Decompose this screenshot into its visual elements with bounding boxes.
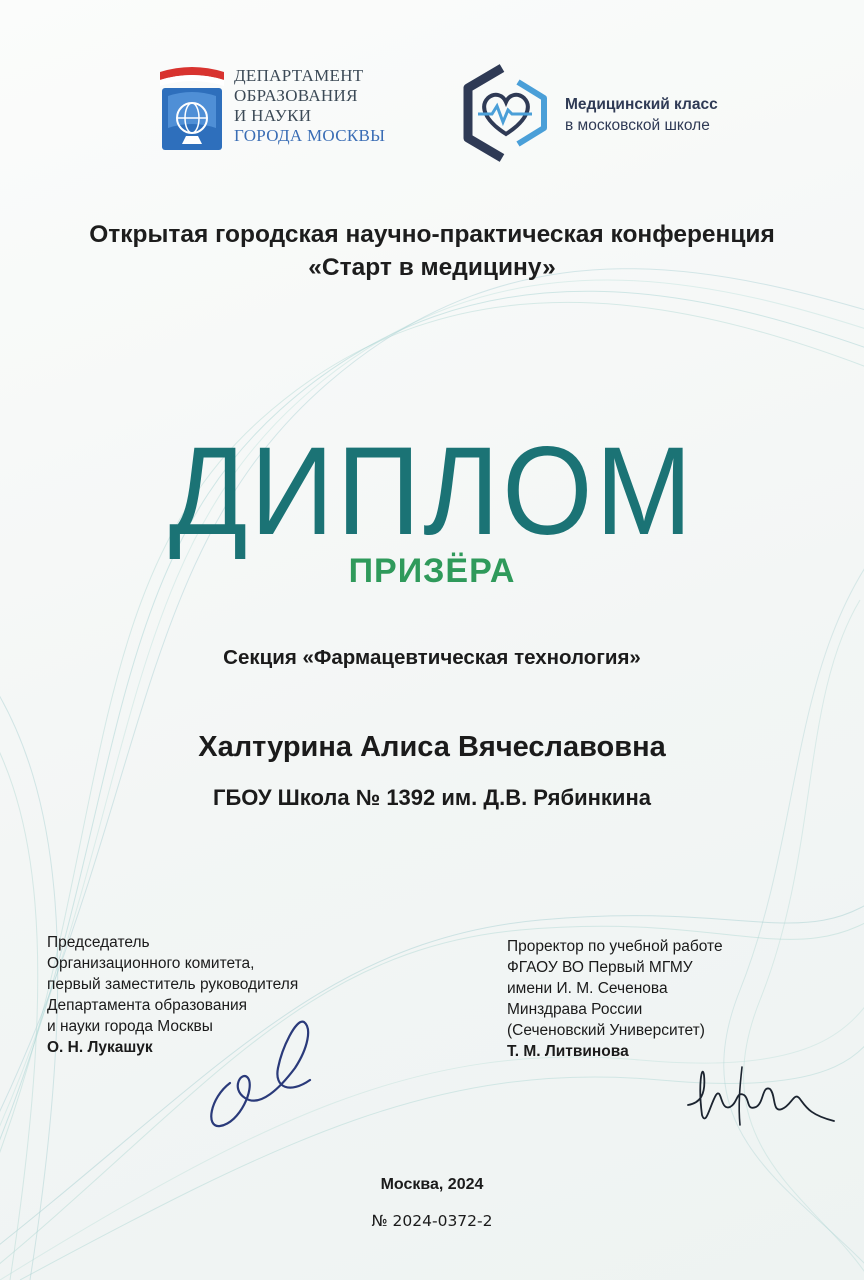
left-signatory-line: и науки города Москвы: [47, 1018, 213, 1035]
recipient-school: ГБОУ Школа № 1392 им. Д.В. Рябинкина: [213, 785, 651, 810]
med-line-1: Медицинский класс: [565, 96, 718, 113]
right-signature: [680, 1055, 840, 1140]
conference-line-2: «Старт в медицину»: [308, 254, 556, 281]
recipient-name: Халтурина Алиса Вячеславовна: [198, 731, 666, 763]
city-year: Москва, 2024: [380, 1176, 484, 1193]
dept-line-2: ОБРАЗОВАНИЯ: [234, 86, 358, 105]
left-signatory-line: Департамента образования: [47, 997, 248, 1014]
diploma-subtitle: ПРИЗЁРА: [348, 552, 516, 590]
left-signatory-line: первый заместитель руководителя: [47, 976, 299, 993]
right-signatory-line: Минздрава России: [507, 1001, 643, 1018]
diploma-number: № 2024-0372-2: [371, 1212, 493, 1230]
med-line-2: в московской школе: [565, 117, 710, 134]
department-name: [234, 66, 385, 146]
medical-class-name: [565, 94, 718, 136]
right-signatory-line: (Сеченовский Университет): [507, 1022, 705, 1039]
moscow-education-emblem-icon: [158, 66, 226, 156]
left-signature: [200, 1008, 330, 1138]
right-signatory-line: Проректор по учебной работе: [507, 938, 723, 955]
right-signatory-line: ФГАОУ ВО Первый МГМУ: [507, 959, 693, 976]
dept-line-1: ДЕПАРТАМЕНТ: [234, 66, 364, 85]
left-signatory-line: Организационного комитета,: [47, 955, 255, 972]
heart-pulse-icon: [458, 64, 554, 162]
diploma-title: ДИПЛОМ: [168, 420, 696, 561]
left-signatory-name: О. Н. Лукашук: [47, 1039, 153, 1056]
left-signatory-line: Председатель: [47, 934, 150, 951]
right-signatory-name: Т. М. Литвинова: [507, 1043, 629, 1060]
section-name: Секция «Фармацевтическая технология»: [223, 646, 641, 669]
conference-title: [0, 218, 864, 284]
dept-line-4: ГОРОДА МОСКВЫ: [234, 126, 386, 145]
conference-line-1: Открытая городская научно-практическая конференция: [89, 221, 775, 248]
dept-line-3: И НАУКИ: [234, 106, 312, 125]
right-signatory: [507, 936, 723, 1062]
right-signatory-line: имени И. М. Сеченова: [507, 980, 668, 997]
